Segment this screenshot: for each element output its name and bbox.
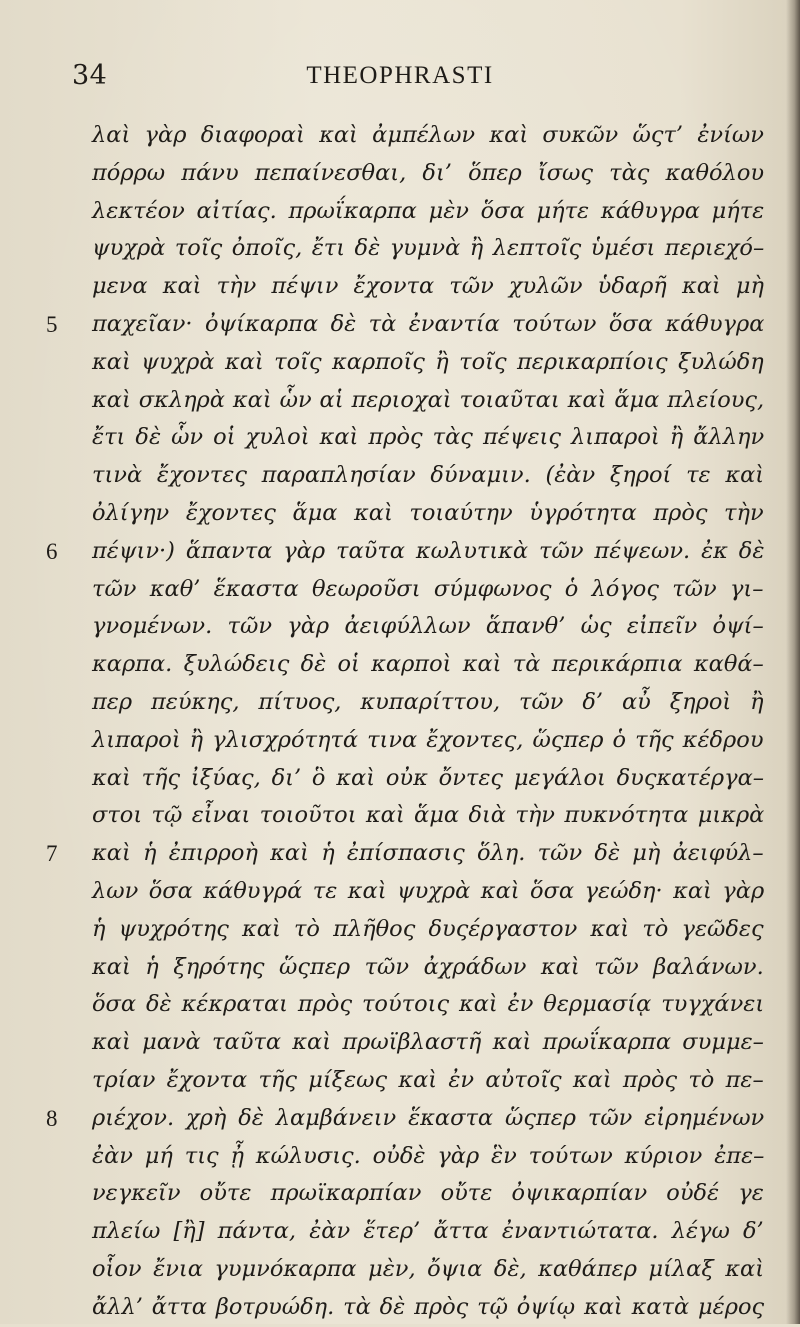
line-text: ἄλλ’ ἄττα βοτρυώδη. τὰ δὲ πρὸς τῷ ὀψίῳ καὶ κατὰ μέρος [92, 1293, 765, 1320]
text-line [92, 949, 764, 987]
text-line [92, 986, 764, 1024]
line-text: πέψιν·) ἅπαντα γὰρ ταῦτα κωλυτικὰ τῶν πέψεων. ἐκ δὲ [92, 537, 765, 564]
section-number: 7 [46, 841, 58, 867]
text-line [92, 873, 764, 911]
line-text: καὶ ψυχρὰ καὶ τοῖς καρποῖς ἢ τοῖς περικαρπίοις ξυλώδη [92, 348, 764, 375]
line-text: μενα καὶ τὴν πέψιν ἔχοντα τῶν χυλῶν ὑδαρῆ καὶ μὴ [92, 273, 764, 300]
text-line [46, 306, 765, 344]
text-line [92, 495, 764, 533]
line-text: καὶ τῆς ἰξύας, δι’ ὃ καὶ οὐκ ὄντες μεγάλοι δυςκατέργα– [92, 764, 765, 791]
line-text: ἡ ψυχρότης καὶ τὸ πλῆθος δυςέργαστον καὶ τὸ γεῶδες [92, 915, 764, 942]
text-line [92, 419, 764, 457]
line-text: λων ὅσα κάθυγρά τε καὶ ψυχρὰ καὶ ὅσα γεώδη· καὶ γὰρ [92, 877, 765, 904]
line-text: λιπαροὶ ἢ γλισχρότητά τινα ἔχοντες, ὥςπερ ὁ τῆς κέδρου [92, 726, 764, 753]
text-line [92, 684, 764, 722]
line-text: ἐὰν μή τις ᾖ κώλυσις. οὐδὲ γὰρ ἓν τούτων κύριον ἐπε– [92, 1142, 765, 1169]
spine-shadow [786, 0, 800, 1324]
text-line [92, 1251, 764, 1289]
text-line [92, 571, 764, 609]
text-line [92, 1213, 764, 1251]
section-number: 6 [46, 538, 58, 564]
text-line [92, 722, 764, 760]
line-text: περ πεύκης, πίτυος, κυπαρίττου, τῶν δ’ αὖ ξηροὶ ἢ [92, 688, 764, 715]
text-line [92, 457, 764, 495]
text-line [92, 1062, 764, 1100]
body-text [46, 117, 765, 1327]
line-text: τῶν καθ’ ἕκαστα θεωροῦσι σύμφωνος ὁ λόγος τῶν γι– [92, 575, 764, 602]
line-text: ριέχον. χρὴ δὲ λαμβάνειν ἕκαστα ὥςπερ τῶν εἰρημένων [92, 1104, 765, 1131]
text-line [92, 1175, 764, 1213]
text-line [92, 117, 764, 155]
text-line [92, 155, 764, 193]
text-line [92, 797, 764, 835]
text-line [92, 646, 764, 684]
line-text: τρίαν ἔχοντα τῆς μίξεως καὶ ἐν αὐτοῖς καὶ πρὸς τὸ πε– [92, 1066, 764, 1093]
line-text: λεκτέον αἰτίας. πρωΐκαρπα μὲν ὅσα μήτε κάθυγρα μήτε [92, 197, 765, 224]
line-text: στοι τῷ εἶναι τοιοῦτοι καὶ ἅμα διὰ τὴν πυκνότητα μικρὰ [92, 802, 765, 829]
text-line [92, 760, 764, 798]
line-text: ὀλίγην ἔχοντες ἅμα καὶ τοιαύτην ὑγρότητα πρὸς τὴν [92, 499, 764, 526]
line-text: καὶ σκληρὰ καὶ ὧν αἱ περιοχαὶ τοιαῦται καὶ ἅμα πλείους, [92, 386, 765, 413]
line-text: παχεῖαν· ὀψίκαρπα δὲ τὰ ἐναντία τούτων ὅσα κάθυγρα [92, 310, 765, 337]
line-text: καὶ ἡ ξηρότης ὥςπερ τῶν ἀχράδων καὶ τῶν βαλάνων. [92, 953, 764, 980]
text-line [92, 344, 764, 382]
text-line [92, 268, 764, 306]
page-number: 34 [72, 60, 108, 91]
text-line [92, 1138, 764, 1176]
section-number: 5 [46, 311, 58, 337]
line-text: λαὶ γὰρ διαφοραὶ καὶ ἀμπέλων καὶ συκῶν ὥςτ’ ἐνίων [92, 122, 764, 148]
text-line [46, 1100, 765, 1138]
text-line [46, 835, 764, 873]
running-title: THEOPHRASTI [306, 62, 494, 89]
line-text: ἔτι δὲ ὧν οἱ χυλοὶ καὶ πρὸς τὰς πέψεις λιπαροὶ ἢ ἄλλην [92, 424, 765, 451]
text-line [92, 1024, 764, 1062]
line-text: καὶ μανὰ ταῦτα καὶ πρωϊβλαστῆ καὶ πρωΐκαρπα συμμε– [92, 1029, 764, 1056]
line-text: πόρρω πάνυ πεπαίνεσθαι, δι’ ὅπερ ἴσως τὰς καθόλου [92, 159, 765, 186]
line-text: καρπα. ξυλώδεις δὲ οἱ καρποὶ καὶ τὰ περικάρπια καθά– [92, 651, 764, 678]
line-text: πλείω [ἢ] πάντα, ἐὰν ἕτερ’ ἄττα ἐναντιώτατα. λέγω δ’ [92, 1218, 764, 1245]
line-text: γνομένων. τῶν γὰρ ἀειφύλλων ἅπανθ’ ὡς εἰπεῖν ὀψί– [92, 613, 764, 640]
text-line [92, 230, 764, 268]
section-number: 8 [46, 1105, 58, 1131]
page-header [0, 58, 800, 98]
line-text: ὅσα δὲ κέκραται πρὸς τούτοις καὶ ἐν θερμασίᾳ τυγχάνει [92, 991, 765, 1018]
line-text: καὶ ἡ ἐπιρροὴ καὶ ἡ ἐπίσπασις ὅλη. τῶν δὲ μὴ ἀειφύλ– [92, 840, 764, 867]
text-line [46, 533, 765, 571]
text-line [92, 608, 764, 646]
line-text: νεγκεῖν οὔτε πρωϊκαρπίαν οὔτε ὀψικαρπίαν οὐδέ γε [92, 1180, 764, 1207]
text-line [92, 382, 764, 420]
line-text: οἷον ἔνια γυμνόκαρπα μὲν, ὄψια δὲ, καθάπερ μίλαξ καὶ [92, 1255, 765, 1282]
line-text: τινὰ ἔχοντες παραπλησίαν δύναμιν. (ἐὰν ξηροί τε καὶ [92, 462, 765, 489]
line-text: ψυχρὰ τοῖς ὀποῖς, ἔτι δὲ γυμνὰ ἢ λεπτοῖς ὑμέσι περιεχό– [92, 235, 765, 262]
text-line [92, 193, 764, 231]
text-line [92, 911, 764, 949]
text-line [92, 1289, 764, 1327]
